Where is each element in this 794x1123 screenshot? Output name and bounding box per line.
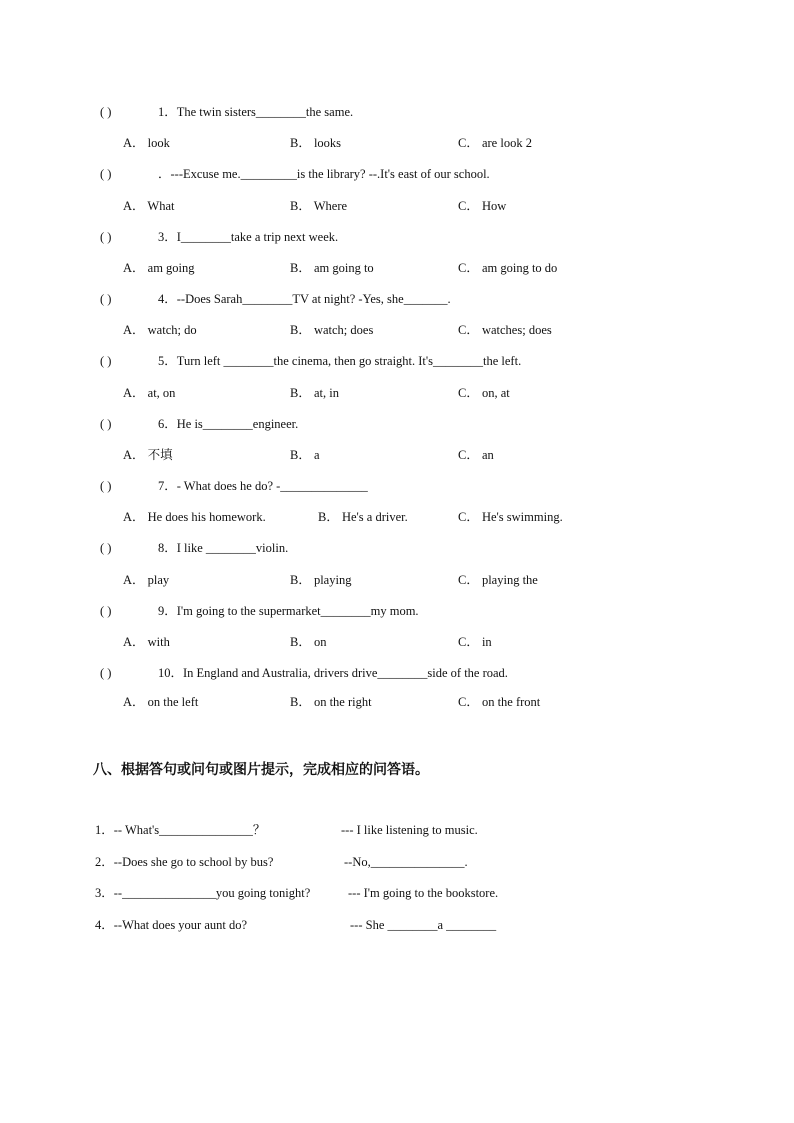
question-text: 1．The twin sisters________the same. [158, 105, 354, 119]
qa-question: 1．-- What's_______________？ [95, 823, 266, 837]
option-c: C． watches; does [458, 323, 552, 337]
option-b: B． He's a driver. [318, 510, 408, 524]
qa-answer: --No,_______________. [344, 855, 468, 869]
option-c: C． am going to do [458, 261, 558, 275]
option-c: C． playing the [458, 573, 538, 587]
option-a: A． play [123, 573, 170, 587]
question-text: 10．In England and Australia, drivers drive________side of the road. [158, 666, 508, 680]
option-c: C． on the front [458, 695, 541, 709]
answer-blank: ( ) [100, 479, 112, 493]
option-a: A． look [123, 136, 170, 150]
section-8-title: 八、根据答句或问句或图片提示，完成相应的问答语。 [93, 762, 429, 778]
option-a: A． watch; do [123, 323, 197, 337]
option-a: A． 不填 [123, 448, 173, 462]
option-b: B． playing [290, 573, 352, 587]
answer-blank: ( ) [100, 230, 112, 244]
option-b: B． at, in [290, 386, 339, 400]
option-b: B． on the right [290, 695, 372, 709]
qa-question: 4．--What does your aunt do? [95, 918, 248, 932]
answer-blank: ( ) [100, 167, 112, 181]
qa-question: 2．--Does she go to school by bus? [95, 855, 274, 869]
option-c: C． How [458, 199, 507, 213]
answer-blank: ( ) [100, 105, 112, 119]
question-text: 4．--Does Sarah________TV at night? -Yes, she_______. [158, 292, 451, 306]
option-c: C． an [458, 448, 494, 462]
option-a: A． He does his homework. [123, 510, 266, 524]
option-b: B． looks [290, 136, 342, 150]
question-text: 5．Turn left ________the cinema, then go straight. It's________the left. [158, 354, 522, 368]
option-c: C． on, at [458, 386, 510, 400]
option-b: B． on [290, 635, 327, 649]
question-text: ．---Excuse me._________is the library? --.It's east of our school. [158, 167, 490, 181]
question-text: 8．I like ________violin. [158, 541, 289, 555]
qa-question: 3．--_______________you going tonight? [95, 886, 311, 900]
option-b: B． Where [290, 199, 348, 213]
answer-blank: ( ) [100, 666, 112, 680]
answer-blank: ( ) [100, 354, 112, 368]
answer-blank: ( ) [100, 541, 112, 555]
answer-blank: ( ) [100, 292, 112, 306]
option-b: B． am going to [290, 261, 374, 275]
option-b: B． a [290, 448, 320, 462]
question-text: 6．He is________engineer. [158, 417, 299, 431]
option-a: A． am going [123, 261, 195, 275]
qa-answer: --- I'm going to the bookstore. [348, 886, 499, 900]
question-text: 7．- What does he do? -______________ [158, 479, 368, 493]
question-text: 9．I'm going to the supermarket________my mom. [158, 604, 419, 618]
option-c: C． in [458, 635, 492, 649]
option-a: A． at, on [123, 386, 176, 400]
option-c: C． are look 2 [458, 136, 532, 150]
option-a: A． on the left [123, 695, 199, 709]
option-a: A． with [123, 635, 170, 649]
option-a: A． What [123, 199, 175, 213]
option-b: B． watch; does [290, 323, 374, 337]
qa-answer: --- She ________a ________ [350, 918, 497, 932]
answer-blank: ( ) [100, 604, 112, 618]
question-text: 3．I________take a trip next week. [158, 230, 339, 244]
qa-answer: --- I like listening to music. [341, 823, 478, 837]
answer-blank: ( ) [100, 417, 112, 431]
option-c: C． He's swimming. [458, 510, 563, 524]
